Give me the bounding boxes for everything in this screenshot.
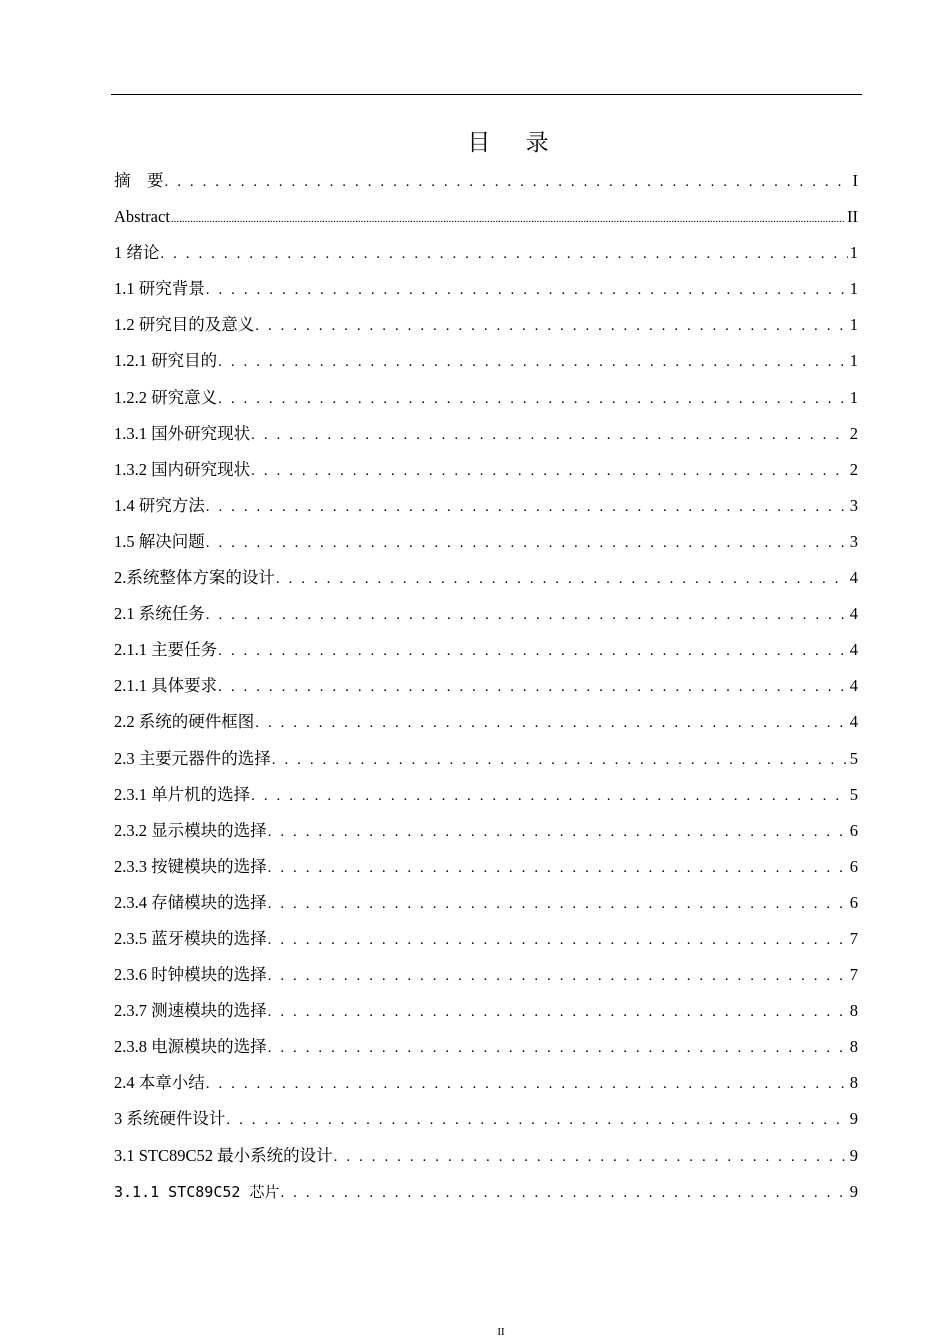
toc-entry-label: 2.1.1 具体要求 (114, 676, 218, 696)
toc-dot-leader (272, 742, 848, 778)
toc-entry-2[interactable] (114, 560, 858, 596)
toc-entry-page: 6 (849, 892, 858, 912)
toc-entry-label: 1.2.1 研究目的 (114, 351, 218, 371)
toc-entry-label: 1.1 研究背景 (114, 279, 205, 299)
toc-entry-1-1[interactable] (114, 271, 858, 307)
toc-dot-leader (218, 633, 848, 669)
toc-dot-leader (276, 561, 848, 597)
toc-entry-label: 1 绪论 (114, 243, 160, 263)
page-number: II (497, 1326, 505, 1338)
toc-entry-page: 1 (849, 315, 858, 335)
toc-dot-leader (218, 381, 848, 417)
toc-entry-3[interactable] (114, 1101, 858, 1137)
toc-entry-page: 6 (849, 856, 858, 876)
toc-dot-leader (268, 814, 848, 850)
toc-entry-label: 2.3 主要元器件的选择 (114, 748, 271, 768)
toc-entry-2-3-1[interactable] (114, 777, 858, 813)
toc-entry-label: 2.1 系统任务 (114, 604, 205, 624)
toc-entry-label: 2.1.1 主要任务 (114, 640, 218, 660)
toc-entry-page: 9 (849, 1145, 858, 1165)
toc-dot-leader (334, 1139, 848, 1175)
toc-entry-label: 1.4 研究方法 (114, 495, 205, 515)
toc-entry-page: 9 (849, 1109, 858, 1129)
toc-dot-leader (268, 886, 848, 922)
toc-entry-label: 2.3.4 存储模块的选择 (114, 892, 267, 912)
toc-entry-1-2-1[interactable] (114, 343, 858, 379)
toc-entry-page: 7 (849, 928, 858, 948)
toc-entry-page: 5 (849, 748, 858, 768)
toc-entry-label: 1.3.2 国内研究现状 (114, 459, 251, 479)
toc-entry-page: 6 (849, 820, 858, 840)
toc-dot-leader (218, 344, 848, 380)
toc-dot-leader (206, 1066, 848, 1102)
toc-entry-label: Abstract (114, 207, 170, 227)
toc-entry-label: 1.3.1 国外研究现状 (114, 423, 251, 443)
toc-entry-page: 1 (849, 351, 858, 371)
toc-entry-2-3-2[interactable] (114, 813, 858, 849)
toc-entry-2-3-3[interactable] (114, 849, 858, 885)
toc-entry-2-3-8[interactable] (114, 1029, 858, 1065)
toc-dot-leader (280, 1175, 847, 1211)
toc-entry-1-3-1[interactable] (114, 416, 858, 452)
toc-entry-page: 5 (849, 784, 858, 804)
toc-entry-1-2-2[interactable] (114, 380, 858, 416)
toc-entry-label: 2.3.1 单片机的选择 (114, 784, 251, 804)
toc-entry-page: I (852, 171, 858, 190)
toc-entry-page: 4 (849, 568, 858, 588)
toc-entry-2-4[interactable] (114, 1065, 858, 1101)
toc-title: 目 录 (467, 130, 563, 156)
toc-entry-abstract-en[interactable] (114, 199, 858, 235)
toc-entry-page: 7 (849, 965, 858, 985)
toc-entry-1-5[interactable] (114, 524, 858, 560)
toc-dot-leader (268, 958, 848, 994)
toc-entry-page: 3 (849, 531, 858, 551)
toc-entry-label: 1.2.2 研究意义 (114, 387, 218, 407)
toc-entry-label: 2.2 系统的硬件框图 (114, 712, 255, 732)
toc-entry-2-3-7[interactable] (114, 993, 858, 1029)
toc-entry-label: 1.2 研究目的及意义 (114, 315, 255, 335)
toc-entry-label: 3 系统硬件设计 (114, 1109, 226, 1129)
toc-entry-label: 2.3.8 电源模块的选择 (114, 1037, 267, 1057)
header-rule (111, 94, 862, 95)
toc-entry-label: 3.1 STC89C52 最小系统的设计 (114, 1145, 333, 1165)
toc-entry-2-3-5[interactable] (114, 921, 858, 957)
toc-entry-2-3[interactable] (114, 741, 858, 777)
toc-entry-label: 摘 要 (114, 171, 164, 190)
toc-entry-page: 8 (849, 1037, 858, 1057)
toc-entry-page: 1 (849, 279, 858, 299)
toc-entry-page: II (847, 207, 858, 227)
toc-entry-page: 2 (849, 423, 858, 443)
toc-dot-leader (206, 597, 848, 633)
toc-entry-page: 8 (849, 1073, 858, 1093)
toc-entry-2-1[interactable] (114, 596, 858, 632)
toc-entry-abstract-cn[interactable] (114, 163, 858, 199)
toc-entry-label: 3.1.1 STC89C52 芯片 (114, 1182, 280, 1201)
toc-entry-page: 1 (849, 387, 858, 407)
toc-dot-leader (268, 850, 848, 886)
toc-list (114, 163, 858, 1210)
toc-entry-3-1-1[interactable] (114, 1174, 858, 1210)
toc-entry-1[interactable] (114, 235, 858, 271)
toc-entry-1-2[interactable] (114, 307, 858, 343)
toc-entry-label: 2.3.5 蓝牙模块的选择 (114, 928, 267, 948)
toc-dot-leader (251, 453, 848, 489)
toc-entry-page: 1 (849, 243, 858, 263)
toc-entry-label: 2.3.2 显示模块的选择 (114, 820, 267, 840)
toc-dot-leader (218, 669, 848, 705)
toc-entry-label: 1.5 解决问题 (114, 531, 205, 551)
toc-dot-leader (206, 525, 848, 561)
toc-dot-leader (226, 1102, 847, 1138)
toc-entry-label: 2.系统整体方案的设计 (114, 568, 275, 588)
toc-entry-2-3-4[interactable] (114, 885, 858, 921)
toc-entry-label: 2.3.7 测速模块的选择 (114, 1001, 267, 1021)
toc-entry-2-1-1-req[interactable] (114, 668, 858, 704)
toc-entry-1-3-2[interactable] (114, 452, 858, 488)
toc-entry-page: 3 (849, 495, 858, 515)
toc-dot-leader (206, 272, 848, 308)
toc-dot-leader (255, 308, 848, 344)
toc-entry-page: 4 (849, 604, 858, 624)
toc-dot-leader (171, 201, 845, 237)
toc-dot-leader (268, 994, 848, 1030)
toc-entry-page: 8 (849, 1001, 858, 1021)
toc-entry-page: 4 (849, 712, 858, 732)
toc-dot-leader (206, 489, 848, 525)
toc-dot-leader (160, 236, 847, 272)
toc-dot-leader (268, 922, 848, 958)
toc-entry-3-1[interactable] (114, 1138, 858, 1174)
toc-dot-leader (268, 1030, 848, 1066)
toc-entry-page: 2 (849, 459, 858, 479)
toc-entry-2-2[interactable] (114, 704, 858, 740)
toc-entry-page: 4 (849, 640, 858, 660)
toc-dot-leader (251, 778, 848, 814)
toc-entry-page: 9 (849, 1181, 858, 1201)
toc-dot-leader (251, 417, 848, 453)
toc-entry-label: 2.3.3 按键模块的选择 (114, 856, 267, 876)
toc-entry-label: 2.3.6 时钟模块的选择 (114, 965, 267, 985)
toc-dot-leader (165, 164, 851, 200)
toc-entry-page: 4 (849, 676, 858, 696)
toc-entry-2-1-1-main[interactable] (114, 632, 858, 668)
toc-dot-leader (255, 705, 848, 741)
toc-entry-2-3-6[interactable] (114, 957, 858, 993)
toc-entry-1-4[interactable] (114, 488, 858, 524)
toc-entry-label: 2.4 本章小结 (114, 1073, 205, 1093)
